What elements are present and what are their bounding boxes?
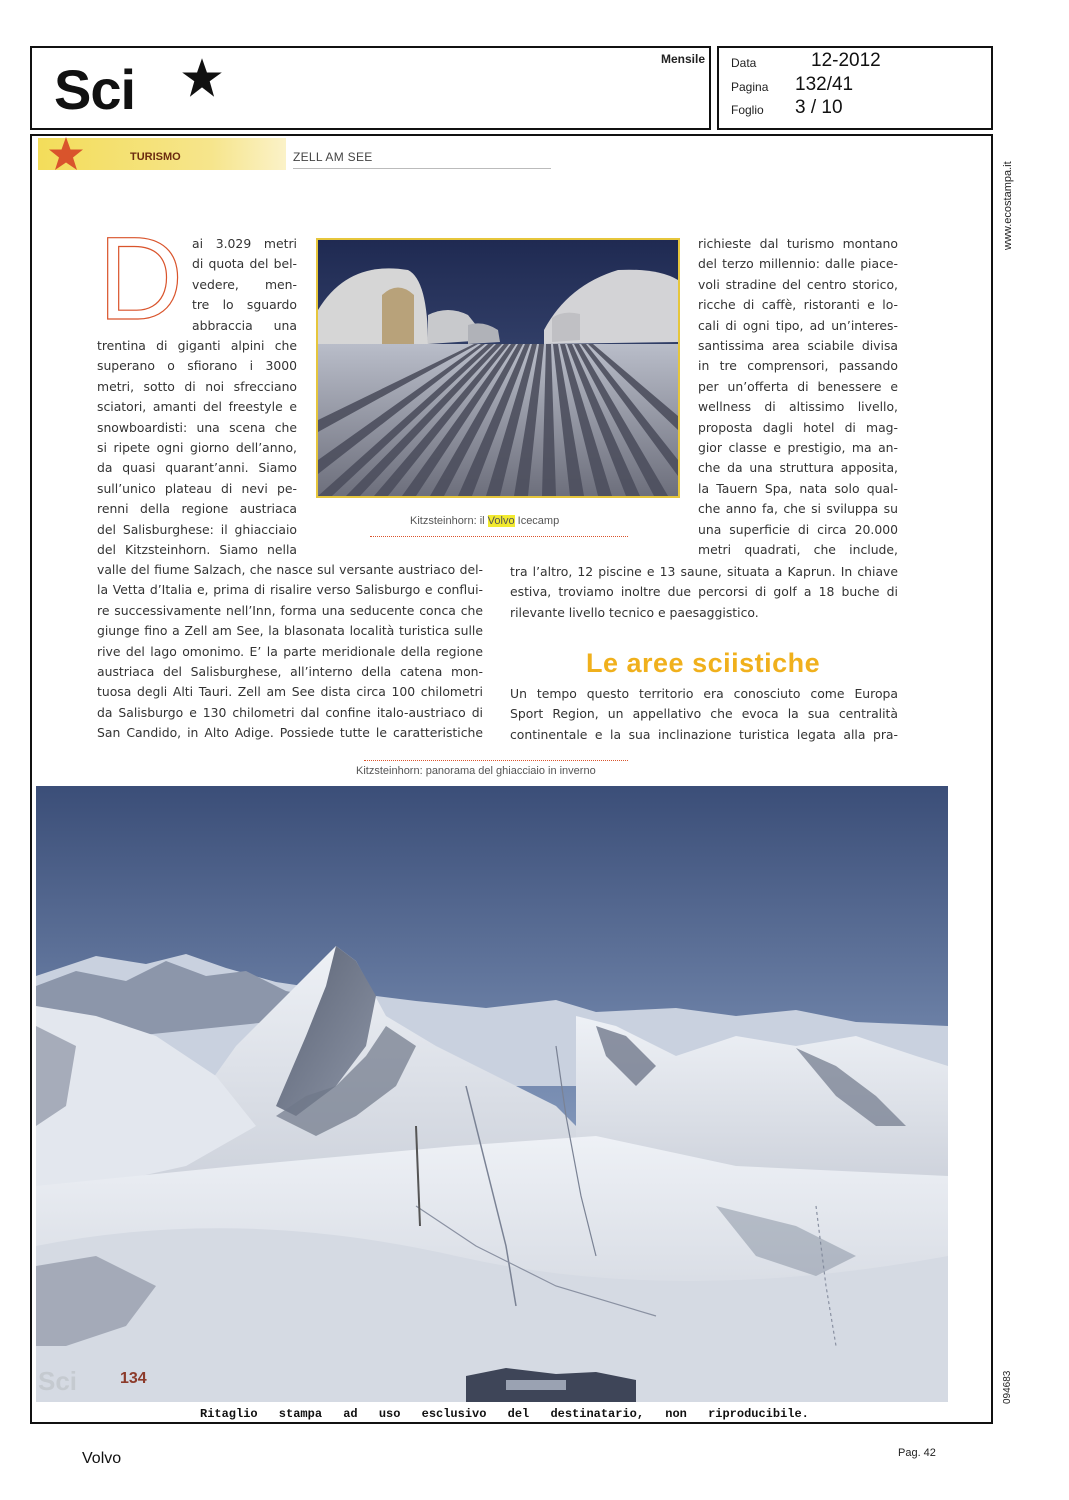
text-line: che anno fa, che si sviluppa su: [698, 501, 898, 517]
text-line: ai 3.029 metri: [192, 236, 297, 251]
text-line: si ripete ogni giorno dell’anno,: [97, 440, 297, 456]
article-col1-top: [192, 234, 297, 336]
icecamp-photo: [316, 238, 680, 498]
text-line: proposta dagli hotel di mag-: [698, 419, 898, 435]
text-line: che da una struttura apposita,: [698, 460, 898, 476]
section-heading: Le aree sciistiche: [586, 648, 821, 678]
text-line: tra l’altro, 12 piscine e 13 saune, situata a Kaprun. In chiave: [510, 564, 898, 579]
data-value: 12-2012: [811, 50, 881, 71]
text-line: la Vetta d’Italia e, prima di risalire verso Salisburgo e conflui-: [97, 582, 483, 598]
star-icon: [180, 56, 224, 100]
page-number-logo: Sci: [38, 1366, 78, 1396]
text-line: metri quadrati, che include,: [698, 542, 898, 558]
text-line: wellness di altissimo livello,: [698, 399, 898, 415]
text-line: del Salisburghese: il ghiacciaio: [97, 521, 297, 537]
text-line: re successivamente nell’Inn, forma una seducente conca che: [97, 602, 483, 618]
article-col2-wide: [510, 562, 898, 623]
drop-cap: D: [98, 213, 184, 345]
text-line: abbraccia una: [192, 317, 297, 333]
article-col3: [698, 234, 898, 561]
text-line: richieste dal turismo montano: [698, 236, 898, 251]
text-line: giunge fino a Zell am See, la blasonata località turistica sulle: [97, 623, 483, 639]
masthead-box: [30, 46, 711, 130]
text-line: tuosa degli Alti Tauri. Zell am See dista circa 100 chilometri: [97, 684, 483, 700]
data-label: Data: [731, 56, 757, 70]
text-line: ricche di caffè, ristoranti e lo-: [698, 297, 898, 313]
text-line: Un tempo questo territorio era conosciuto come Europa: [510, 686, 898, 701]
text-line: una superficie di circa 20.000: [698, 521, 898, 537]
text-line: da Salisburgo e 130 chilometri dal confine italo-austriaco di: [97, 704, 483, 720]
text-line: vedere, men-: [192, 276, 297, 292]
article-col1-wide: [97, 560, 483, 744]
footer-page: Pag. 42: [898, 1447, 936, 1459]
text-line: trentina di giganti alpini che: [97, 338, 297, 353]
clipping-note: Ritaglio stampa ad uso esclusivo del destinatario, non riproducibile.: [200, 1407, 809, 1421]
magazine-logo: Sci: [54, 58, 136, 121]
glacier-panorama-photo: [36, 786, 948, 1402]
pagina-label: Pagina: [731, 80, 769, 94]
text-line: del Kitzsteinhorn. Siamo nella: [97, 542, 297, 558]
foglio-value: 3 / 10: [795, 97, 843, 118]
photo1-caption: Kitzsteinhorn: il Volvo Icecamp: [410, 515, 560, 527]
star-icon: [46, 134, 86, 174]
text-line: santissima area sciabile divisa: [698, 338, 898, 354]
text-line: austriaca del Salisburghese, all’interno della catena mon-: [97, 664, 483, 680]
text-line: superano o sfiorano i 3000: [97, 358, 297, 374]
foglio-label: Foglio: [731, 103, 764, 117]
text-line: rilevante livello tecnico e paesaggistico.: [510, 604, 759, 620]
text-line: continentale e la sua inclinazione turistica legata alla pra-: [510, 726, 898, 742]
photo2-caption: Kitzsteinhorn: panorama del ghiacciaio in inverno: [356, 765, 596, 777]
highlighted-brand: Volvo: [487, 515, 515, 527]
article-col1-mid: [97, 336, 297, 560]
text-line: Sport Region, un appellativo che evoca la sua centralità: [510, 706, 898, 722]
page-number: 134: [120, 1370, 147, 1387]
text-line: sull’unico plateau di nevi pe-: [97, 480, 297, 496]
pagina-value: 132/41: [795, 74, 854, 95]
text-line: renni della regione austriaca: [97, 501, 297, 517]
article-col2-after: [510, 684, 898, 745]
text-line: snowboardisti: una scena che: [97, 419, 297, 435]
text-line: tre lo sguardo: [192, 297, 297, 313]
caption-divider: [370, 536, 628, 537]
text-line: sciatori, amanti del freestyle e: [97, 399, 297, 415]
brand-label: Volvo: [82, 1450, 122, 1467]
text-line: del terzo millennio: dalle piace-: [698, 256, 898, 272]
location-label: ZELL AM SEE: [293, 150, 373, 164]
caption-divider: [364, 760, 628, 761]
text-line: rive del lago omonimo. E’ la parte meridionale della regione: [97, 643, 483, 659]
section-label: TURISMO: [130, 151, 181, 163]
text-line: gior classe e prestigio, ma an-: [698, 440, 898, 456]
text-line: San Candido, in Alto Adige. Possiede tutte le caratteristiche: [97, 725, 483, 741]
divider: [293, 168, 551, 169]
text-line: cali di ogni tipo, ad un’interes-: [698, 317, 898, 333]
text-line: di quota del bel-: [192, 256, 297, 272]
text-line: per un’offerta di benessere e: [698, 378, 898, 394]
text-line: voli stradine del centro storico,: [698, 276, 898, 292]
text-line: in tre comprensori, passando: [698, 358, 898, 374]
text-line: estiva, troviamo inoltre due percorsi di golf a 18 buche di: [510, 584, 898, 600]
text-line: metri, sotto di noi sfrecciano: [97, 378, 297, 394]
side-code: 094683: [1002, 1370, 1013, 1404]
frequency-label: Mensile: [660, 52, 705, 66]
text-line: da quasi quarant’anni. Siamo: [97, 460, 297, 476]
clipping-meta-box: [717, 46, 993, 130]
side-url: www.ecostampa.it: [1002, 161, 1014, 250]
text-line: la Tauern Spa, nata solo qual-: [698, 480, 898, 496]
text-line: valle del fiume Salzach, che nasce sul versante austriaco del-: [97, 562, 483, 577]
